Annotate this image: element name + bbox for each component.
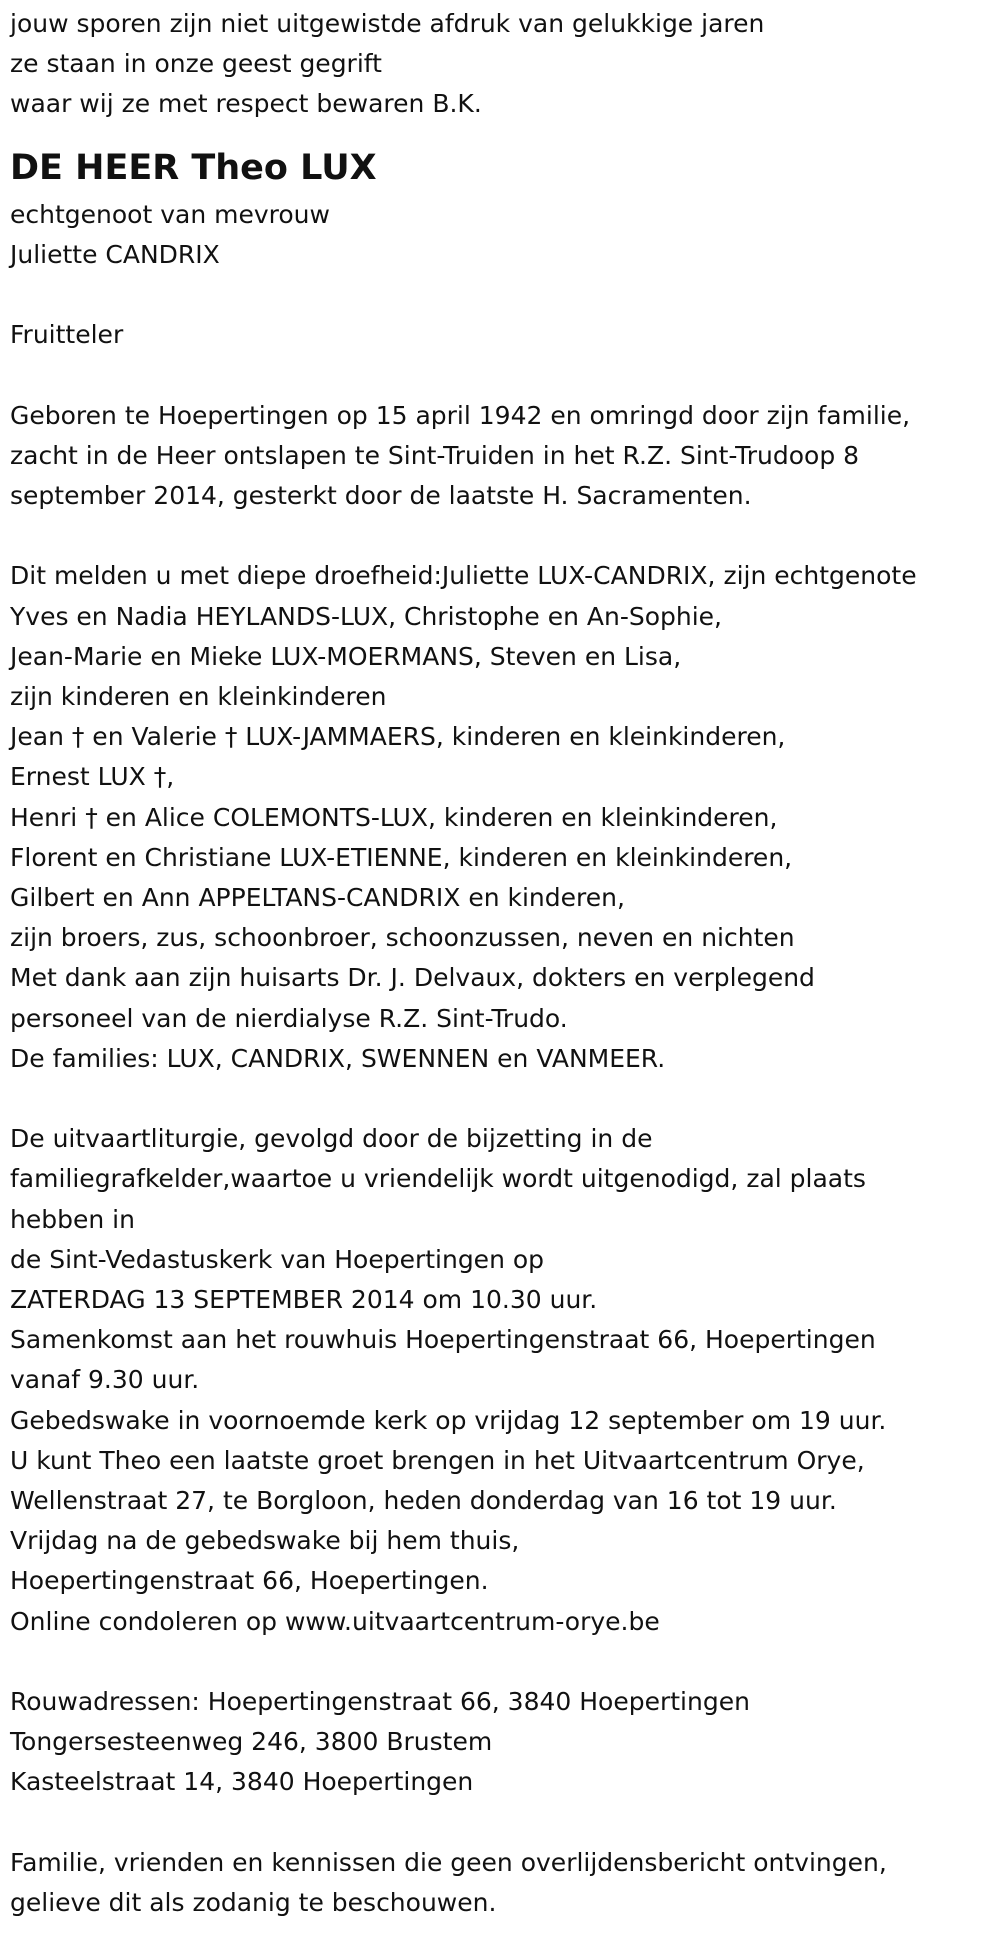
family-line: Jean † en Valerie † LUX-JAMMAERS, kinderen en kleinkinderen, xyxy=(10,722,786,752)
funeral-line: Wellenstraat 27, te Borgloon, heden donderdag van 16 tot 19 uur. xyxy=(10,1486,837,1516)
funeral-line: U kunt Theo een laatste groet brengen in het Uitvaartcentrum Orye, xyxy=(10,1445,865,1475)
birth-death-line: september 2014, gesterkt door de laatste H. Sacramenten. xyxy=(10,481,752,510)
spacer xyxy=(10,355,1000,395)
birth-death-line: zacht in de Heer ontslapen te Sint-Truiden in het R.Z. Sint-Trudoop 8 xyxy=(10,440,860,470)
family-line: Henri † en Alice COLEMONTS-LUX, kinderen en kleinkinderen, xyxy=(10,802,778,832)
funeral-line: Gebedswake in voornoemde kerk op vrijdag 12 september om 19 uur. xyxy=(10,1405,887,1435)
poem-line: waar wij ze met respect bewaren B.K. xyxy=(10,89,482,119)
poem-line: jouw sporen zijn niet uitgewistde afdruk van gelukkige jaren xyxy=(10,9,765,38)
funeral-line: ZATERDAG 13 SEPTEMBER 2014 om 10.30 uur. xyxy=(10,1285,598,1315)
family-line: Met dank aan zijn huisarts Dr. J. Delvaux, dokters en verplegend xyxy=(10,963,815,993)
funeral-line: vanaf 9.30 uur. xyxy=(10,1365,200,1395)
funeral-line: De uitvaartliturgie, gevolgd door de bijzetting in de xyxy=(10,1124,653,1154)
birth-death-section xyxy=(10,396,1000,517)
poem-line: ze staan in onze geest gegrift xyxy=(10,49,382,79)
address-line: Kasteelstraat 14, 3840 Hoepertingen xyxy=(10,1767,474,1797)
address-line: Tongersesteenweg 246, 3800 Brustem xyxy=(10,1727,493,1757)
family-line: Dit melden u met diepe droefheid:Juliette LUX-CANDRIX, zijn echtgenote xyxy=(10,561,917,591)
family-line: Florent en Christiane LUX-ETIENNE, kinderen en kleinkinderen, xyxy=(10,842,793,872)
family-line: Jean-Marie en Mieke LUX-MOERMANS, Steven en Lisa, xyxy=(10,641,682,671)
closing-line: gelieve dit als zodanig te beschouwen. xyxy=(10,1888,497,1918)
profession: Fruitteler xyxy=(10,320,124,350)
funeral-line: familiegrafkelder,waartoe u vriendelijk wordt uitgenodigd, zal plaats xyxy=(10,1164,866,1194)
closing-line: Familie, vrienden en kennissen die geen overlijdensbericht ontvingen, xyxy=(10,1847,887,1877)
funeral-line: Hoepertingenstraat 66, Hoepertingen. xyxy=(10,1566,489,1596)
spacer xyxy=(10,1803,1000,1843)
funeral-line: Vrijdag na de gebedswake bij hem thuis, xyxy=(10,1526,520,1556)
spouse-name: Juliette CANDRIX xyxy=(10,239,220,269)
family-line: De families: LUX, CANDRIX, SWENNEN en VANMEER. xyxy=(10,1043,666,1073)
spacer xyxy=(10,1079,1000,1119)
family-line: Gilbert en Ann APPELTANS-CANDRIX en kinderen, xyxy=(10,883,625,913)
deceased-name-title: DE HEER Theo LUX xyxy=(10,147,377,188)
spacer xyxy=(10,516,1000,556)
spouse-line: echtgenoot van mevrouw xyxy=(10,199,330,229)
spacer xyxy=(10,275,1000,315)
spacer xyxy=(10,1642,1000,1682)
addresses-section xyxy=(10,1682,1000,1803)
funeral-section xyxy=(10,1119,1000,1642)
closing-section xyxy=(10,1843,1000,1923)
birth-death-line: Geboren te Hoepertingen op 15 april 1942 en omringd door zijn familie, xyxy=(10,400,911,430)
family-line: personeel van de nierdialyse R.Z. Sint-Trudo. xyxy=(10,1003,568,1033)
funeral-line: hebben in xyxy=(10,1204,135,1234)
family-line: zijn kinderen en kleinkinderen xyxy=(10,682,387,711)
family-line: zijn broers, zus, schoonbroer, schoonzussen, neven en nichten xyxy=(10,923,795,953)
address-line: Rouwadressen: Hoepertingenstraat 66, 3840 Hoepertingen xyxy=(10,1687,750,1717)
condolence-website-line: Online condoleren op www.uitvaartcentrum-orye.be xyxy=(10,1606,660,1636)
spouse-section xyxy=(10,195,1000,275)
poem-section xyxy=(10,4,1000,125)
family-line: Ernest LUX †, xyxy=(10,762,175,792)
funeral-line: de Sint-Vedastuskerk van Hoepertingen op xyxy=(10,1244,545,1274)
funeral-line: Samenkomst aan het rouwhuis Hoepertingenstraat 66, Hoepertingen xyxy=(10,1325,876,1355)
family-line: Yves en Nadia HEYLANDS-LUX, Christophe en An-Sophie, xyxy=(10,601,722,631)
family-section xyxy=(10,556,1000,1079)
